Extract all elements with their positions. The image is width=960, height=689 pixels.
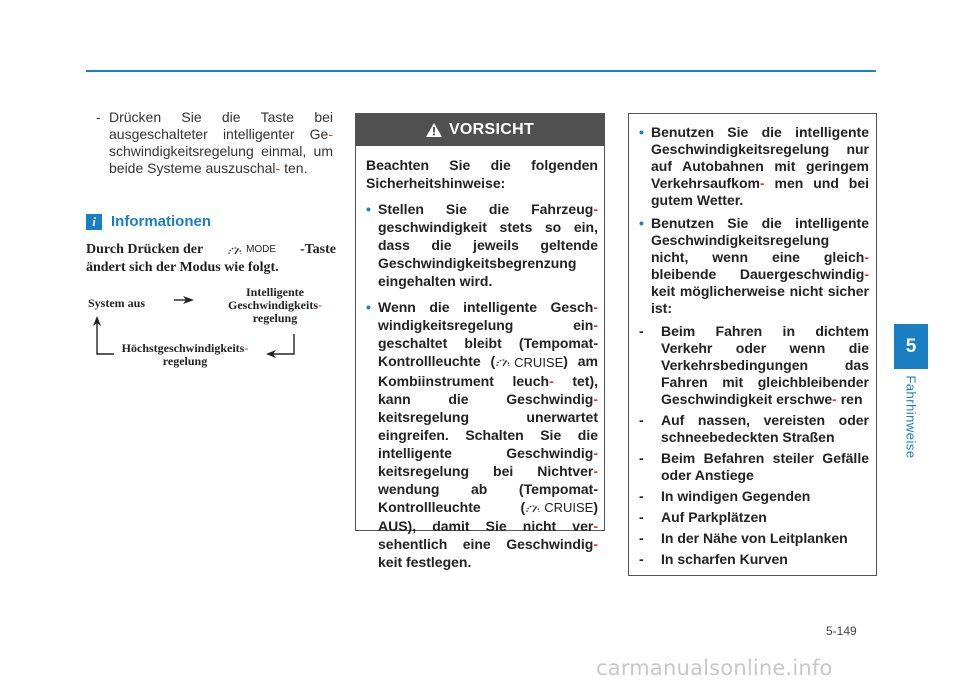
cruise-indicator-icon: CRUISE bbox=[495, 354, 563, 372]
caution-bullet-deactivate: • Wenn die intelligente Gesch- windigkeitsregelung ein- geschaltet bleibt (Tempomat-Kontrollleuchte ( CRUISE ) am Kombiinstrument leuch- tet), kann die Geschwindig- keitsregelung unerwartet eingreifen. Schalten Sie die intelligente Geschwindig- keitsregelung bei Nichtver- wendung ab (Tempomat-Kontrollleuchte ( CRUISE ) AUS), damit Sie nicht ver- sehentlich eine Geschwindig- keit festlegen. bbox=[366, 298, 598, 571]
info-icon: i bbox=[86, 214, 102, 230]
arrow-right-icon bbox=[174, 296, 194, 304]
usage-notes-box bbox=[628, 113, 877, 576]
chapter-number: 5 bbox=[905, 335, 917, 357]
note-bullet-highways: • Benutzen Sie die intelligente Geschwindigkeitsregelung nur auf Autobahnen mit geringem Verkehrsaufkom- men und bei gutem Wetter. bbox=[639, 124, 869, 209]
caution-intro: Beachten Sie die folgenden Sicherheitshinweise: bbox=[366, 157, 598, 191]
note-sub-item: - In windigen Gegenden bbox=[639, 488, 811, 504]
cruise-indicator-icon: CRUISE bbox=[525, 499, 593, 517]
note-sub-item: - Auf Parkplätzen bbox=[639, 509, 767, 525]
instruction-step: - Drücken Sie die Taste bei ausgeschalteter intelligenter Ge- schwindigkeitsregelung einmal, um beide Systeme auszuschal- ten. bbox=[96, 109, 333, 176]
page-number: 5-149 bbox=[826, 624, 857, 638]
note-sub-item: - Auf nassen, vereisten oder schneebedeckten Straßen bbox=[639, 412, 869, 445]
warning-triangle-icon bbox=[426, 123, 442, 137]
chapter-label: Fahrhinweise bbox=[903, 375, 919, 459]
diagram-label-system-off: System aus bbox=[88, 296, 146, 310]
watermark: carmanualsonline.info bbox=[596, 656, 833, 680]
note-sub-item: - In scharfen Kurven bbox=[639, 551, 788, 567]
note-bullet-unsafe: • Benutzen Sie die intelligente Geschwindigkeitsregelung nicht, wenn eine gleich- bleibende Dauergeschwindig- keit möglicherweise nicht sicher ist: bbox=[639, 215, 869, 317]
info-text: Durch Drücken der MODE -Taste ändert sich der Modus wie folgt. bbox=[86, 242, 336, 275]
arrow-left-return-icon bbox=[266, 334, 294, 358]
chapter-tab bbox=[894, 324, 928, 369]
caution-bullet-speed-limit: • Stellen Sie die Fahrzeug- geschwindigkeit stets so ein, dass die jeweils geltende Geschwindigkeitsbegrenzung eingehalten wird. bbox=[366, 200, 598, 290]
header-rule bbox=[86, 70, 876, 72]
diagram-label-max-speed: Höchstgeschwindigkeits- regelung bbox=[121, 341, 249, 368]
info-heading bbox=[86, 213, 211, 230]
diagram-label-intelligent: Intelligente Geschwindigkeits- regelung bbox=[227, 285, 322, 325]
caution-title: VORSICHT bbox=[448, 121, 535, 138]
note-sub-item: - Beim Fahren in dichtem Verkehr oder wenn die Verkehrsbedingungen das Fahren mit gleichbleibender Geschwindigkeit erschwe- ren bbox=[639, 323, 869, 407]
note-sub-item: - Beim Befahren steiler Gefälle oder Anstiege bbox=[639, 450, 869, 483]
caution-box bbox=[355, 113, 605, 570]
mode-button-icon: MODE bbox=[227, 241, 276, 259]
instruction-text: Drücken Sie die Taste bei ausgeschalteter intelligenter Ge- schwindigkeitsregelung einmal, um beide Systeme auszuschal- ten. bbox=[109, 109, 333, 176]
note-sub-item: - In der Nähe von Leitplanken bbox=[639, 530, 848, 546]
info-title: Informationen bbox=[111, 213, 211, 230]
caution-header bbox=[356, 114, 604, 146]
